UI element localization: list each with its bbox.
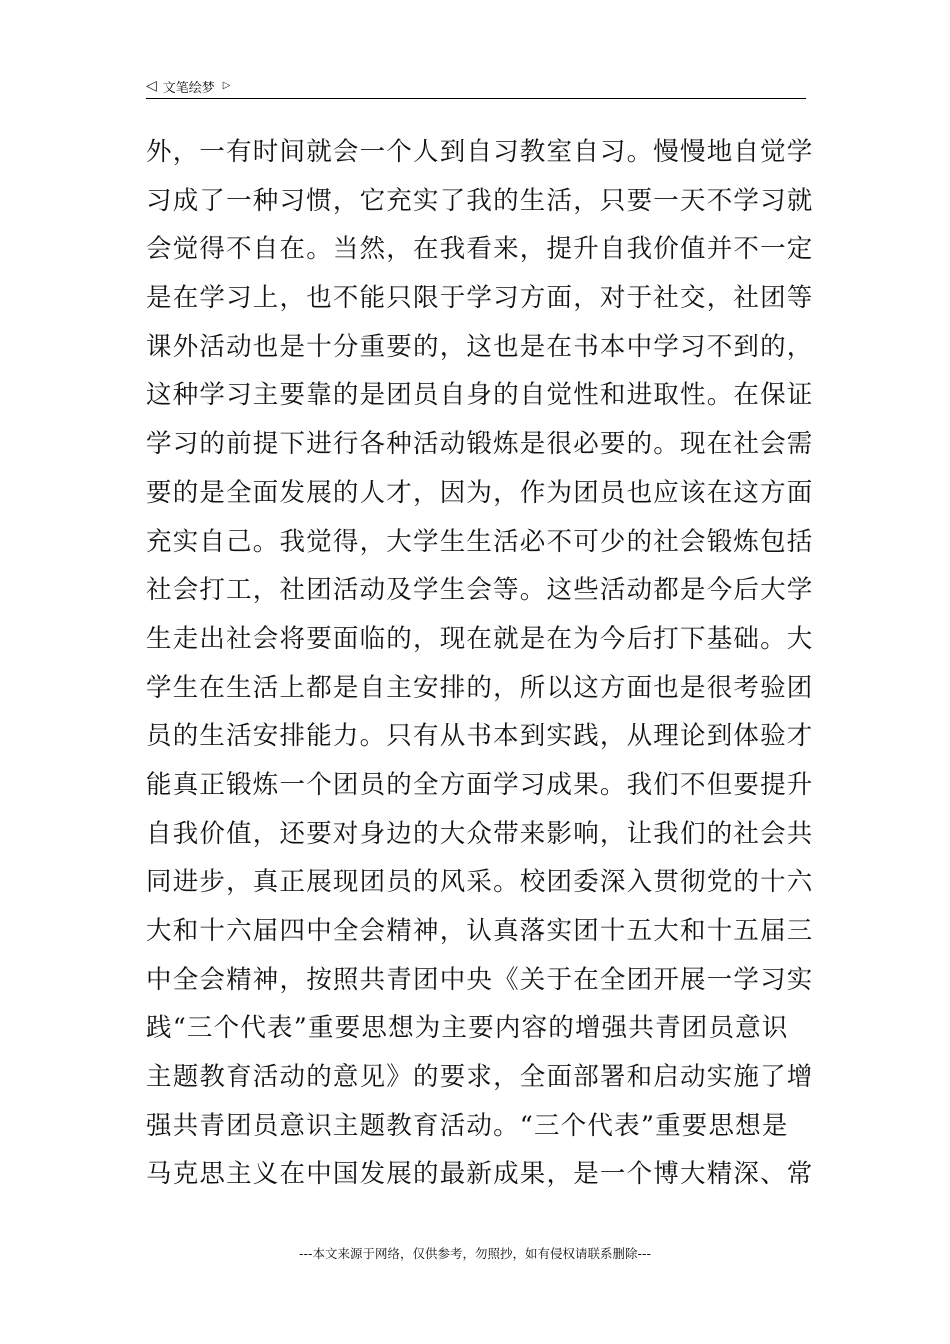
body-line: 要的是全面发展的人才，因为，作为团员也应该在这方面 (146, 477, 814, 508)
body-line: 强共青团员意识主题教育活动。“三个代表”重要思想是 (146, 1110, 789, 1141)
document-body (146, 128, 814, 1199)
body-line: 马克思主义在中国发展的最新成果，是一个博大精深、常 (146, 1159, 814, 1190)
body-line: 社会打工，社团活动及学生会等。这些活动都是今后大学 (146, 575, 814, 606)
body-line: 大和十六届四中全会精神，认真落实团十五大和十五届三 (146, 916, 814, 946)
page-header (146, 74, 806, 99)
body-line: 是在学习上，也不能只限于学习方面，对于社交，社团等 (146, 283, 814, 314)
body-line: 这种学习主要靠的是团员自身的自觉性和进取性。在保证 (146, 380, 814, 411)
body-line: 充实自己。我觉得，大学生生活必不可少的社会锻炼包括 (146, 526, 814, 557)
triangle-right-icon: ▷ (222, 80, 231, 91)
triangle-left-icon: ◁ (146, 78, 157, 94)
body-line: 课外活动也是十分重要的，这也是在书本中学习不到的， (146, 331, 814, 362)
body-line: 习成了一种习惯，它充实了我的生活，只要一天不学习就 (146, 185, 814, 216)
body-line: 自我价值，还要对身边的大众带来影响，让我们的社会共 (146, 818, 814, 849)
body-line: 同进步，真正展现团员的风采。校团委深入贯彻党的十六 (146, 867, 814, 898)
page-footer: ---本文来源于网络，仅供参考，勿照抄，如有侵权请联系删除--- (298, 1246, 652, 1261)
body-line: 外，一有时间就会一个人到自习教室自习。慢慢地自觉学 (146, 137, 814, 167)
body-line: 中全会精神，按照共青团中央《关于在全团开展一学习实 (146, 964, 814, 995)
body-line: 践“三个代表”重要思想为主要内容的增强共青团员意识 (146, 1013, 789, 1044)
body-line: 会觉得不自在。当然，在我看来，提升自我价值并不一定 (146, 234, 814, 265)
body-line: 主题教育活动的意见》的要求，全面部署和启动实施了增 (146, 1062, 814, 1093)
body-line: 学习的前提下进行各种活动锻炼是很必要的。现在社会需 (146, 429, 814, 460)
body-line: 能真正锻炼一个团员的全方面学习成果。我们不但要提升 (146, 769, 814, 800)
body-line: 生走出社会将要面临的，现在就是在为今后打下基础。大 (146, 623, 814, 654)
body-line: 员的生活安排能力。只有从书本到实践，从理论到体验才 (146, 721, 814, 752)
body-line: 学生在生活上都是自主安排的，所以这方面也是很考验团 (146, 672, 814, 703)
header-title: 文笔绘梦 (162, 80, 215, 96)
